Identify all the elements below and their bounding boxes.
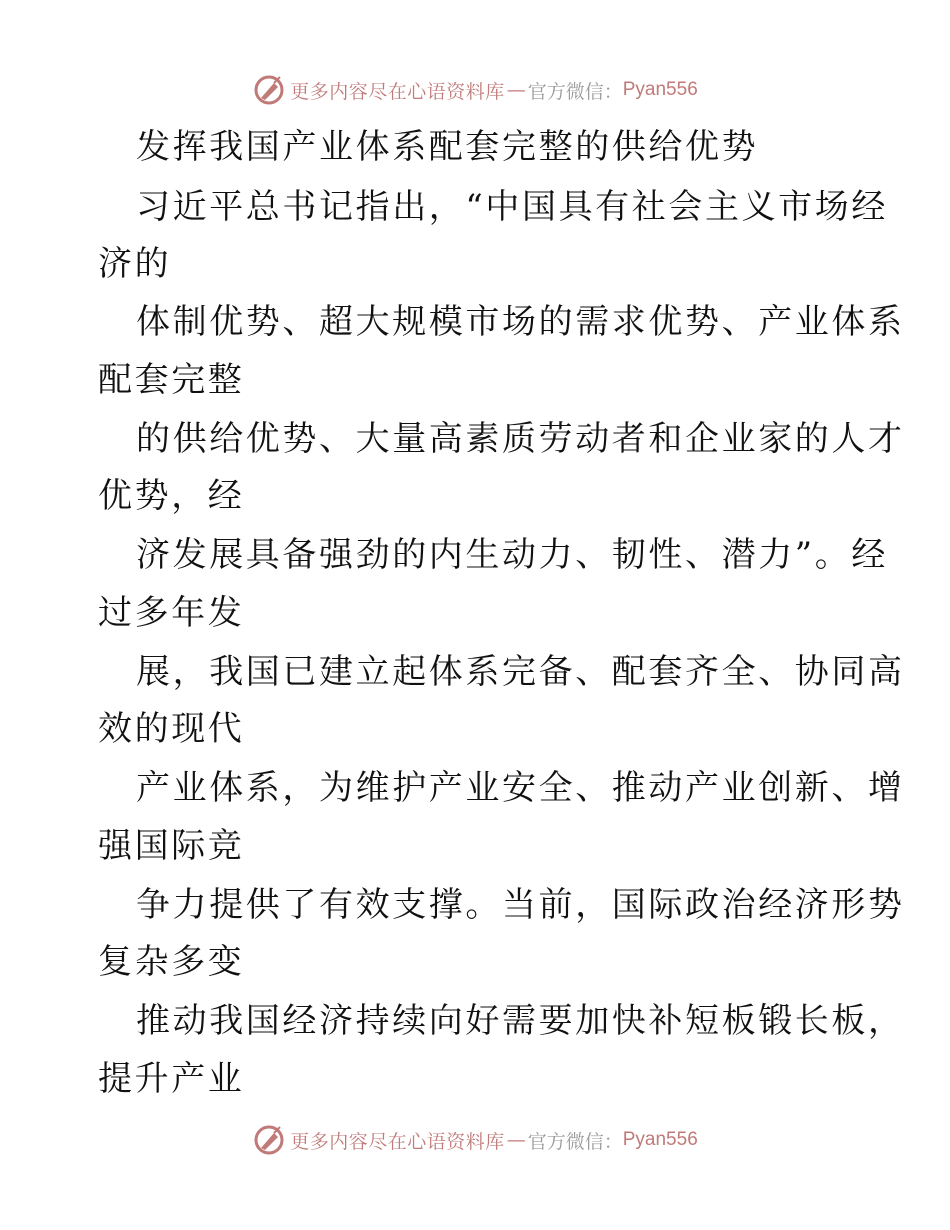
text-line: 优势，经: [98, 476, 245, 516]
header-banner: [0, 70, 950, 110]
text-line: 体制优势、超大规模市场的需求优势、产业体系: [136, 302, 905, 342]
separator: —: [506, 1129, 526, 1151]
text-line: 争力提供了有效支撑。当前，国际政治经济形势: [136, 885, 905, 925]
text-line: 产业体系，为维护产业安全、推动产业创新、增: [136, 768, 905, 808]
text-line: 提升产业: [98, 1059, 245, 1099]
text-line: 效的现代: [98, 709, 245, 749]
wechat-id: Pyan556: [622, 79, 698, 100]
text-line: 复杂多变: [98, 942, 245, 982]
text-line: 习近平总书记指出，“中国具有社会主义市场经: [136, 187, 888, 227]
wechat-id: Pyan556: [622, 1129, 698, 1150]
promo-text: 更多内容尽在心语资料库: [290, 80, 505, 103]
separator: —: [506, 79, 526, 101]
wechat-label: 官方微信：: [527, 80, 623, 103]
text-line: 配套完整: [98, 360, 245, 400]
document-title: 发挥我国产业体系配套完整的供给优势: [136, 127, 759, 167]
promo-text: 更多内容尽在心语资料库: [290, 1130, 505, 1153]
footer-banner: [0, 1120, 950, 1160]
text-line: 济的: [98, 244, 172, 284]
text-line: 强国际竞: [98, 826, 245, 866]
text-line: 推动我国经济持续向好需要加快补短板锻长板，: [136, 1001, 905, 1041]
pen-logo-icon: [252, 73, 286, 107]
wechat-label: 官方微信：: [527, 1130, 623, 1153]
text-line: 济发展具备强劲的内生动力、韧性、潜力”。经: [136, 535, 888, 575]
text-line: 过多年发: [98, 593, 245, 633]
text-line: 展，我国已建立起体系完备、配套齐全、协同高: [136, 652, 905, 692]
pen-logo-icon: [252, 1123, 286, 1157]
text-line: 的供给优势、大量高素质劳动者和企业家的人才: [136, 419, 905, 459]
